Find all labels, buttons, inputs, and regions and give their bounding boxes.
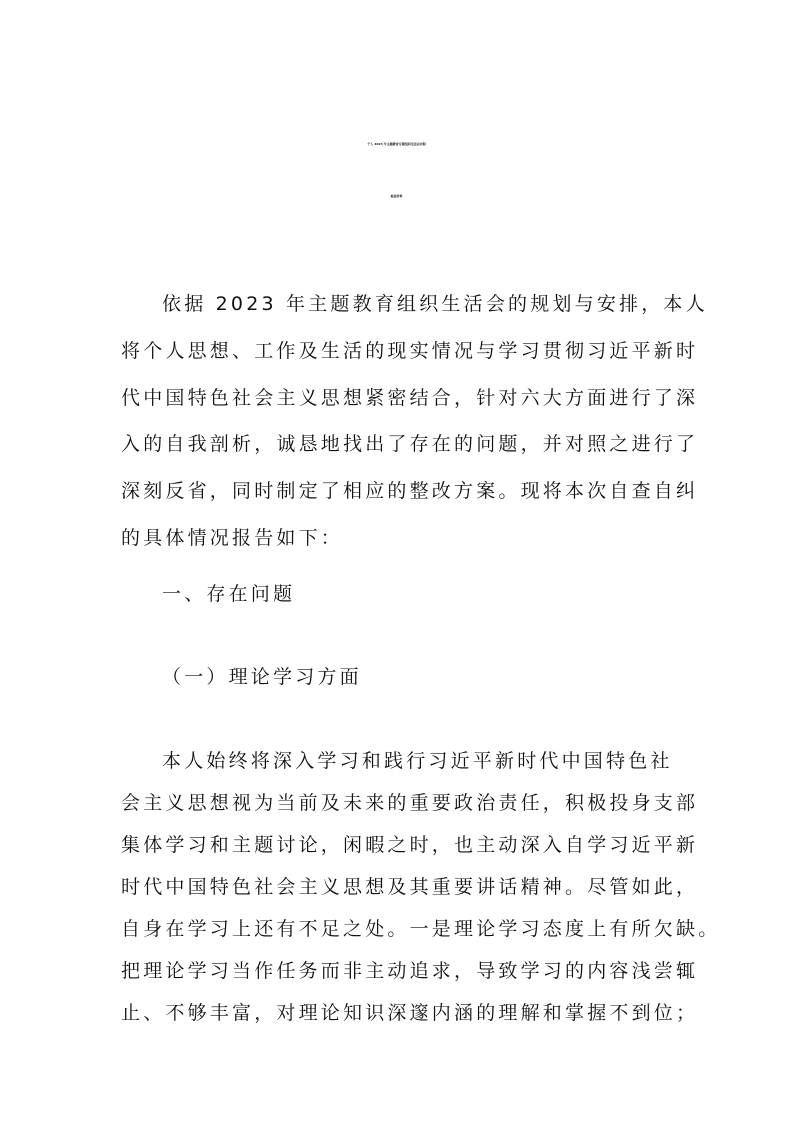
paragraph-2-line-5: 自身在学习上还有不足之处。一是理论学习态度上有所欠缺。 bbox=[121, 918, 721, 940]
paragraph-1-line-1: 依据 2023 年主题教育组织生活会的规划与安排，本人 bbox=[162, 293, 708, 315]
paragraph-2-line-7: 止、不够丰富，对理论知识深邃内涵的理解和掌握不到位； bbox=[121, 1002, 699, 1024]
paragraph-2-line-4: 时代中国特色社会主义思想及其重要讲话精神。尽管如此， bbox=[121, 876, 699, 898]
paragraph-2-line-2: 会主义思想视为当前及未来的重要政治责任，积极投身支部 bbox=[121, 792, 699, 814]
paragraph-1-line-5: 深刻反省，同时制定了相应的整改方案。现将本次自查自纠 bbox=[121, 480, 699, 502]
paragraph-2-line-6: 把理论学习当作任务而非主动追求，导致学习的内容浅尝辄 bbox=[121, 960, 699, 982]
paragraph-1-line-3: 代中国特色社会主义思想紧密结合，针对六大方面进行了深 bbox=[121, 387, 699, 409]
section-heading-1: 一、存在问题 bbox=[162, 583, 296, 605]
paragraph-2-line-1: 本人始终将深入学习和践行习近平新时代中国特色社 bbox=[162, 750, 673, 772]
paragraph-1-line-2: 将个人思想、工作及生活的现实情况与学习贯彻习近平新时 bbox=[121, 340, 699, 362]
paragraph-2-line-3: 集体学习和主题讨论，闲暇之时，也主动深入自学习近平新 bbox=[121, 834, 699, 856]
document-title-line-2: 检查材料 bbox=[390, 194, 403, 198]
document-title-line-1: 个人 2023 年主题教育专题组织生活会对照 bbox=[367, 142, 426, 146]
section-heading-2: （一）理论学习方面 bbox=[162, 666, 362, 688]
paragraph-1-line-4: 入的自我剖析，诚恳地找出了存在的问题，并对照之进行了 bbox=[121, 433, 699, 455]
paragraph-1-line-6: 的具体情况报告如下： bbox=[121, 527, 344, 549]
